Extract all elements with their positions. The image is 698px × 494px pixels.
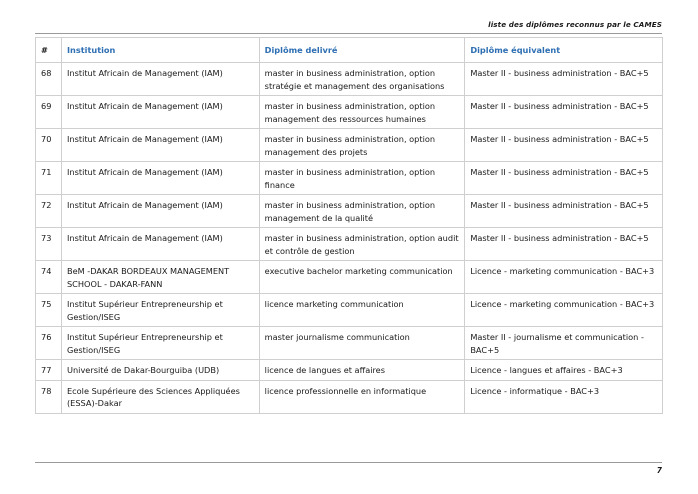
row-equivalent: Master II - journalisme et communication - BAC+5 [465,327,663,360]
row-institution: Institut Supérieur Entrepreneurship et Gestion/ISEG [61,327,259,360]
row-number: 77 [36,360,62,381]
row-number: 71 [36,162,62,195]
page-number: 7 [656,466,662,475]
row-number: 68 [36,63,62,96]
table-row [36,327,663,360]
row-equivalent: Master II - business administration - BAC+5 [465,129,663,162]
diplomas-table [35,37,663,414]
row-number: 76 [36,327,62,360]
row-equivalent: Master II - business administration - BAC+5 [465,96,663,129]
row-equivalent: Master II - business administration - BAC+5 [465,228,663,261]
row-institution: Institut Africain de Management (IAM) [61,63,259,96]
row-number: 74 [36,261,62,294]
row-diploma: master in business administration, option management des projets [259,129,465,162]
column-header-diploma: Diplôme delivré [259,38,465,63]
header-divider [35,33,662,34]
table-row [36,129,663,162]
footer-divider [35,462,662,463]
row-equivalent: Licence - langues et affaires - BAC+3 [465,360,663,381]
document-header-title: liste des diplômes reconnus par le CAMES [488,20,662,29]
row-number: 69 [36,96,62,129]
table-row [36,96,663,129]
row-equivalent: Licence - marketing communication - BAC+3 [465,294,663,327]
row-equivalent: Master II - business administration - BAC+5 [465,63,663,96]
row-diploma: master in business administration, option management des ressources humaines [259,96,465,129]
row-number: 73 [36,228,62,261]
row-institution: Institut Supérieur Entrepreneurship et Gestion/ISEG [61,294,259,327]
table-row [36,195,663,228]
table-row [36,261,663,294]
row-number: 72 [36,195,62,228]
row-institution: BeM -DAKAR BORDEAUX MANAGEMENT SCHOOL - DAKAR-FANN [61,261,259,294]
row-diploma: executive bachelor marketing communication [259,261,465,294]
column-header-institution: Institution [61,38,259,63]
row-equivalent: Licence - marketing communication - BAC+3 [465,261,663,294]
table-row [36,162,663,195]
row-institution: Institut Africain de Management (IAM) [61,162,259,195]
row-diploma: master in business administration, option audit et contrôle de gestion [259,228,465,261]
row-institution: Institut Africain de Management (IAM) [61,195,259,228]
row-number: 70 [36,129,62,162]
row-number: 78 [36,380,62,413]
row-institution: Université de Dakar-Bourguiba (UDB) [61,360,259,381]
row-diploma: licence professionnelle en informatique [259,380,465,413]
row-institution: Institut Africain de Management (IAM) [61,228,259,261]
column-header-number: # [36,38,62,63]
row-institution: Institut Africain de Management (IAM) [61,96,259,129]
row-diploma: licence marketing communication [259,294,465,327]
row-diploma: master in business administration, option stratégie et management des organisations [259,63,465,96]
row-institution: Institut Africain de Management (IAM) [61,129,259,162]
row-equivalent: Master II - business administration - BAC+5 [465,195,663,228]
row-diploma: master journalisme communication [259,327,465,360]
row-diploma: master in business administration, option finance [259,162,465,195]
table-row [36,63,663,96]
row-diploma: master in business administration, option management de la qualité [259,195,465,228]
table-row [36,228,663,261]
row-number: 75 [36,294,62,327]
table-row [36,360,663,381]
row-equivalent: Licence - informatique - BAC+3 [465,380,663,413]
table-header-row [36,38,663,63]
table-row [36,294,663,327]
row-equivalent: Master II - business administration - BAC+5 [465,162,663,195]
row-diploma: licence de langues et affaires [259,360,465,381]
column-header-equivalent: Diplôme équivalent [465,38,663,63]
table-row [36,380,663,413]
row-institution: Ecole Supérieure des Sciences Appliquées (ESSA)-Dakar [61,380,259,413]
